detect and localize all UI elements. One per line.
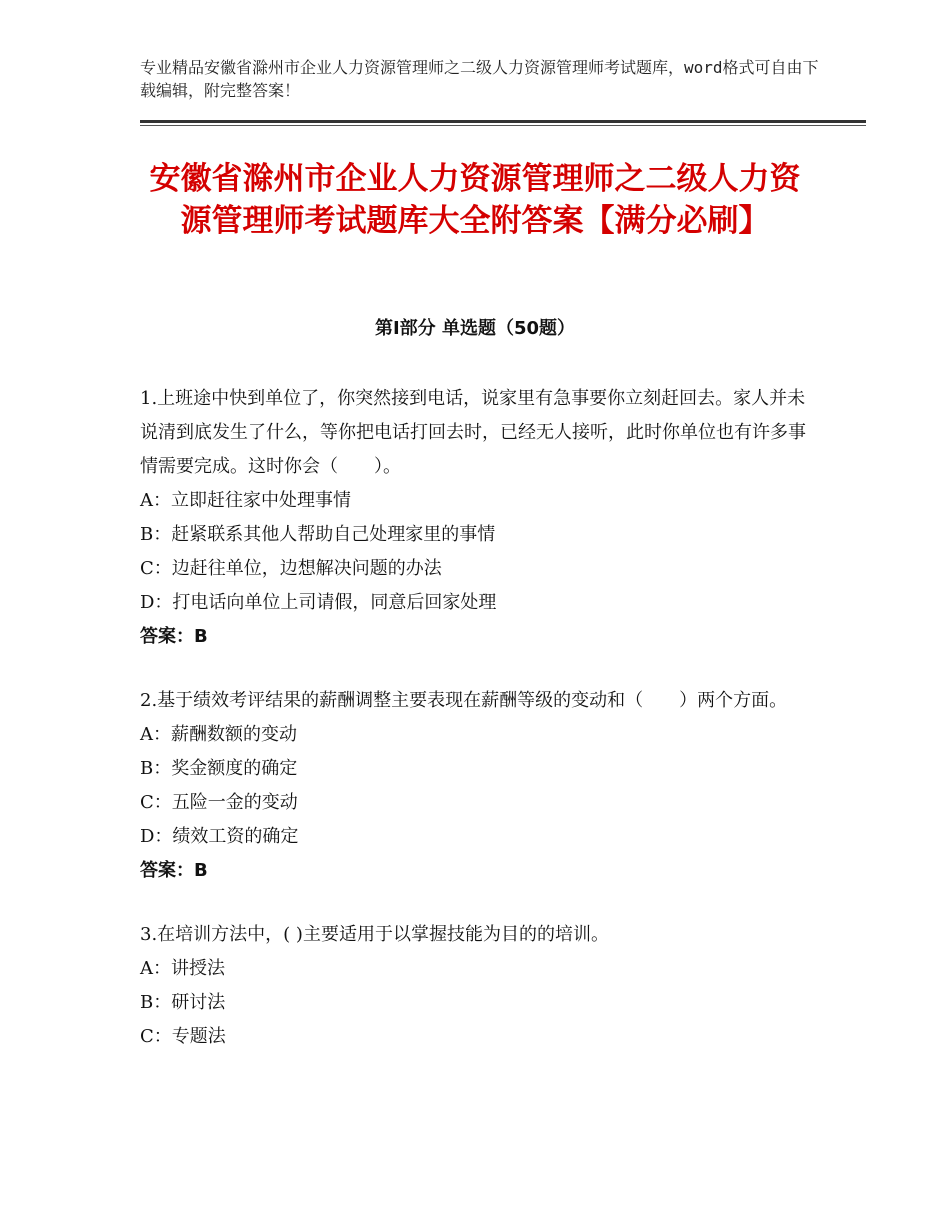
option-d: D：打电话向单位上司请假，同意后回家处理 [140, 592, 497, 613]
question-3 [140, 918, 810, 1054]
header-rule-thin [140, 125, 866, 126]
option-b: B：研讨法 [140, 992, 226, 1013]
question-stem: 3.在培训方法中，( )主要适用于以掌握技能为目的的培训。 [140, 924, 609, 945]
answer: 答案：B [140, 860, 208, 881]
option-c: C：五险一金的变动 [140, 792, 298, 813]
option-a: A：立即赶往家中处理事情 [140, 490, 351, 511]
question-list [140, 382, 810, 1084]
option-a: A：讲授法 [140, 958, 225, 979]
question-stem: 1.上班途中快到单位了，你突然接到电话，说家里有急事要你立刻赶回去。家人并未说清到底发生了什么，等你把电话打回去时，已经无人接听，此时你单位也有许多事情需要完成。这时你会（ ）。 [140, 388, 806, 477]
question-stem: 2.基于绩效考评结果的薪酬调整主要表现在薪酬等级的变动和（ ）两个方面。 [140, 690, 788, 711]
header-rule-thick [140, 120, 866, 123]
option-c: C：边赶往单位，边想解决问题的办法 [140, 558, 442, 579]
document-title: 安徽省滁州市企业人力资源管理师之二级人力资源管理师考试题库大全附答案【满分必刷】 [149, 161, 801, 239]
section-heading: 第Ⅰ部分 单选题（50题） [374, 318, 575, 339]
answer: 答案：B [140, 626, 208, 647]
option-b: B：赶紧联系其他人帮助自己处理家里的事情 [140, 524, 496, 545]
option-c: C：专题法 [140, 1026, 226, 1047]
option-d: D：绩效工资的确定 [140, 826, 299, 847]
option-b: B：奖金额度的确定 [140, 758, 298, 779]
question-2 [140, 684, 810, 888]
header-note: 专业精品安徽省滁州市企业人力资源管理师之二级人力资源管理师考试题库，word格式可自由下载编辑，附完整答案！ [140, 58, 819, 100]
option-a: A：薪酬数额的变动 [140, 724, 297, 745]
question-1 [140, 382, 810, 654]
